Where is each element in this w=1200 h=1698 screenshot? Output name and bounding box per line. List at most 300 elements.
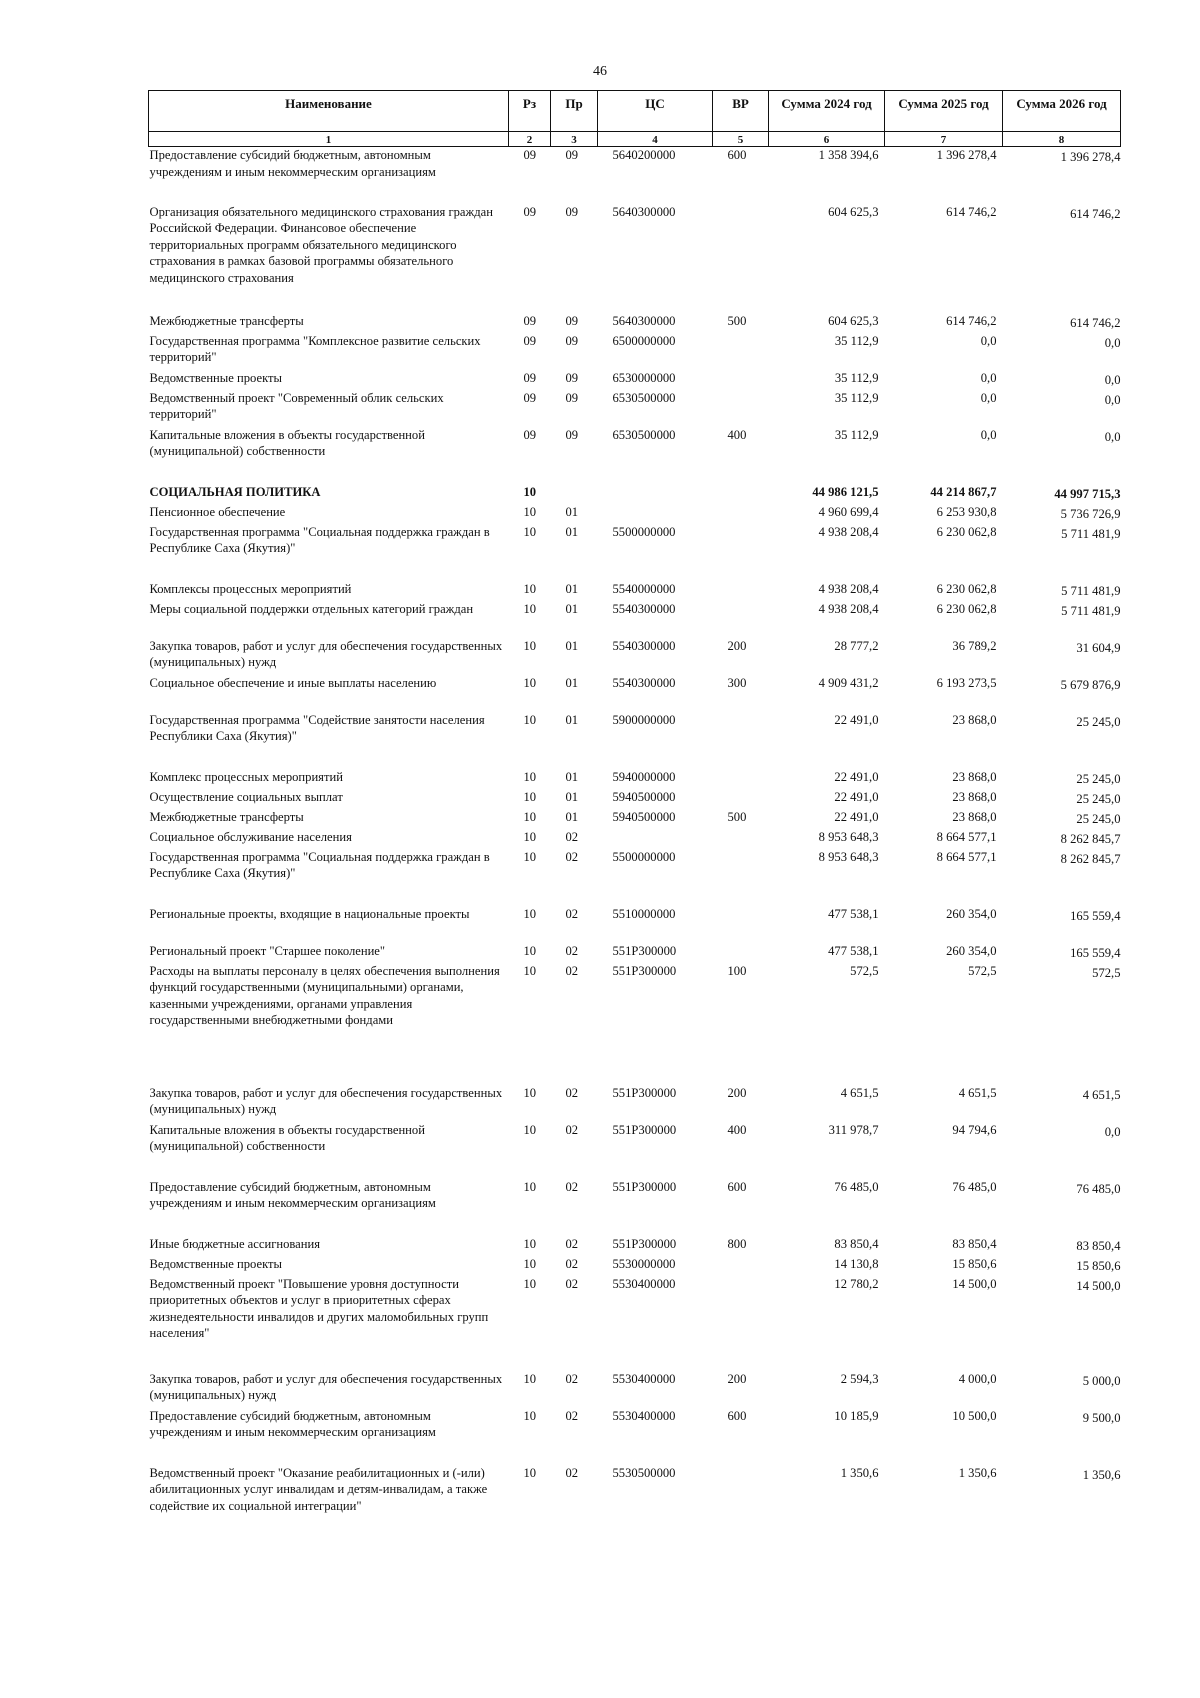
cell-sum-2025: 76 485,0: [952, 1179, 997, 1194]
cell-pr: 09: [565, 370, 579, 385]
cell-sum-2024: 22 491,0: [834, 712, 879, 727]
cell-vr: [713, 769, 769, 789]
cell-sum-2024: 12 780,2: [834, 1276, 879, 1291]
cell-cs: 5540300000: [612, 601, 676, 616]
cell-sum-2026: 5 711 481,9: [1061, 583, 1121, 598]
cell-sum-2024: 604 625,3: [828, 313, 879, 328]
table-row: [149, 963, 1121, 1085]
cell-pr: 02: [565, 849, 579, 864]
cell-sum-2025: 44 214 867,7: [930, 484, 997, 499]
cell-name: Государственная программа "Социальная поддержка граждан в Республике Саха (Якутия)": [149, 849, 490, 881]
cell-cs: 5900000000: [612, 712, 676, 727]
cell-cs: 551P300000: [612, 1236, 677, 1251]
cell-sum-2026: 25 245,0: [1076, 714, 1121, 729]
column-number: 1: [149, 132, 509, 147]
header-rz: Рз: [509, 91, 551, 132]
cell-pr: 01: [565, 581, 579, 596]
cell-cs: 5640200000: [612, 148, 676, 162]
cell-cs: 5510000000: [612, 906, 676, 921]
cell-rz: 09: [523, 370, 537, 385]
cell-rz: 10: [523, 1276, 537, 1291]
cell-vr: 400: [727, 1122, 747, 1137]
table-row: [149, 147, 1121, 204]
cell-pr: 02: [565, 1371, 579, 1386]
cell-pr: [551, 484, 598, 504]
table-row: [149, 1256, 1121, 1276]
cell-pr: 02: [565, 829, 579, 844]
cell-name: Социальное обеспечение и иные выплаты населению: [149, 675, 437, 690]
cell-vr: 600: [727, 1408, 747, 1423]
cell-sum-2024: 311 978,7: [828, 1122, 879, 1137]
cell-vr: [713, 789, 769, 809]
cell-sum-2025: 83 850,4: [952, 1236, 997, 1251]
cell-sum-2026: 0,0: [1104, 1124, 1121, 1139]
cell-name: Закупка товаров, работ и услуг для обеспечения государственных (муниципальных) нужд: [149, 1371, 503, 1403]
table-row: [149, 906, 1121, 943]
cell-sum-2024: 22 491,0: [834, 789, 879, 804]
cell-rz: 10: [523, 829, 537, 844]
cell-name: Ведомственный проект "Современный облик сельских территорий": [149, 390, 444, 422]
cell-sum-2024: 14 130,8: [834, 1256, 879, 1271]
table-row: [149, 829, 1121, 849]
cell-name: Государственная программа "Содействие занятости населения Республики Саха (Якутия)": [149, 712, 485, 744]
cell-sum-2026: 25 245,0: [1076, 811, 1121, 826]
table-row: [149, 1371, 1121, 1408]
cell-sum-2026: 5 000,0: [1082, 1373, 1121, 1388]
cell-name: Государственная программа "Социальная поддержка граждан в Республике Саха (Якутия)": [149, 524, 490, 556]
cell-sum-2024: 4 938 208,4: [818, 581, 879, 596]
cell-vr: 400: [727, 427, 747, 442]
cell-sum-2024: 28 777,2: [834, 638, 879, 653]
cell-rz: 10: [523, 1236, 537, 1251]
cell-sum-2026: 25 245,0: [1076, 771, 1121, 786]
cell-sum-2026: 165 559,4: [1070, 908, 1121, 923]
cell-pr: 02: [565, 1408, 579, 1423]
cell-rz: 10: [523, 789, 537, 804]
cell-cs: 551P300000: [612, 963, 677, 978]
table-row: [149, 1465, 1121, 1539]
table-row: [149, 1122, 1121, 1179]
table-row: [149, 484, 1121, 504]
cell-name: Межбюджетные трансферты: [149, 313, 304, 328]
cell-rz: 10: [523, 1465, 537, 1480]
cell-sum-2026: 572,5: [1092, 965, 1121, 980]
cell-name: Региональные проекты, входящие в национальные проекты: [149, 906, 470, 921]
cell-rz: 10: [523, 675, 537, 690]
cell-sum-2025: 0,0: [980, 427, 997, 442]
cell-vr: [713, 370, 769, 390]
cell-name: Государственная программа "Комплексное развитие сельских территорий": [149, 333, 481, 365]
cell-sum-2024: 35 112,9: [834, 333, 879, 348]
cell-cs: 5940500000: [612, 809, 676, 824]
column-number-row: [149, 132, 1121, 147]
cell-sum-2024: 83 850,4: [834, 1236, 879, 1251]
cell-sum-2024: 76 485,0: [834, 1179, 879, 1194]
cell-vr: [713, 484, 769, 504]
cell-sum-2025: 614 746,2: [946, 313, 997, 328]
cell-vr: [713, 712, 769, 769]
cell-pr: 02: [565, 1122, 579, 1137]
cell-cs: 6500000000: [612, 333, 676, 348]
cell-cs: 551P300000: [612, 1085, 677, 1100]
cell-pr: 02: [565, 1085, 579, 1100]
cell-rz: 10: [523, 849, 537, 864]
cell-sum-2025: 10 500,0: [952, 1408, 997, 1423]
cell-sum-2025: 6 193 273,5: [936, 675, 997, 690]
cell-sum-2025: 260 354,0: [946, 906, 997, 921]
cell-sum-2026: 0,0: [1104, 335, 1121, 350]
cell-name: Закупка товаров, работ и услуг для обеспечения государственных (муниципальных) нужд: [149, 638, 503, 670]
cell-sum-2026: 5 711 481,9: [1061, 603, 1121, 618]
cell-sum-2025: 8 664 577,1: [936, 829, 997, 844]
cell-vr: [713, 333, 769, 370]
cell-sum-2025: 1 396 278,4: [936, 148, 997, 162]
cell-sum-2026: 1 350,6: [1082, 1467, 1121, 1482]
cell-cs: 6530000000: [612, 370, 676, 385]
cell-vr: 600: [727, 1179, 747, 1194]
cell-pr: 02: [565, 906, 579, 921]
cell-sum-2026: 614 746,2: [1070, 206, 1121, 221]
cell-vr: [713, 581, 769, 601]
cell-rz: 09: [523, 148, 537, 162]
cell-sum-2025: 6 253 930,8: [936, 504, 997, 519]
table-row: [149, 1276, 1121, 1371]
column-number: 2: [509, 132, 551, 147]
table-body: [149, 147, 1121, 1539]
cell-cs: 551P300000: [612, 943, 677, 958]
cell-pr: 09: [565, 148, 579, 162]
cell-sum-2026: 0,0: [1104, 392, 1121, 407]
cell-cs: [598, 484, 713, 504]
cell-sum-2025: 15 850,6: [952, 1256, 997, 1271]
cell-name: Пенсионное обеспечение: [149, 504, 286, 519]
cell-pr: 01: [565, 769, 579, 784]
cell-pr: 02: [565, 1236, 579, 1251]
cell-name: СОЦИАЛЬНАЯ ПОЛИТИКА: [149, 484, 321, 499]
cell-sum-2025: 23 868,0: [952, 769, 997, 784]
cell-sum-2026: 8 262 845,7: [1060, 851, 1121, 866]
cell-name: Иные бюджетные ассигнования: [149, 1236, 321, 1251]
cell-sum-2024: 22 491,0: [834, 769, 879, 784]
table-row: [149, 789, 1121, 809]
column-number: 4: [598, 132, 713, 147]
cell-cs: 5640300000: [612, 313, 676, 328]
cell-pr: 01: [565, 809, 579, 824]
cell-sum-2024: 4 960 699,4: [818, 504, 879, 519]
cell-pr: 09: [565, 204, 579, 219]
cell-cs: 6530500000: [612, 427, 676, 442]
table-row: [149, 524, 1121, 581]
table-header-row: [149, 91, 1121, 132]
cell-sum-2024: 44 986 121,5: [812, 484, 879, 499]
cell-sum-2026: 83 850,4: [1076, 1238, 1121, 1253]
cell-sum-2025: 1 350,6: [958, 1465, 997, 1480]
cell-cs: 6530500000: [612, 390, 676, 405]
header-name: Наименование: [149, 91, 509, 132]
cell-pr: 02: [565, 963, 579, 978]
cell-sum-2025: 0,0: [980, 390, 997, 405]
header-sum-2026: Сумма 2026 год: [1003, 91, 1121, 132]
cell-sum-2024: 572,5: [850, 963, 879, 978]
cell-pr: 01: [565, 524, 579, 539]
cell-sum-2024: 22 491,0: [834, 809, 879, 824]
cell-sum-2024: 2 594,3: [840, 1371, 879, 1386]
cell-name: Ведомственный проект "Оказание реабилитационных и (-или) абилитационных услуг инвалидам и детям-инвалидам, а также содействие их социальной интеграции": [149, 1465, 488, 1513]
cell-vr: 200: [727, 1371, 747, 1386]
table-row: [149, 313, 1121, 333]
cell-vr: [713, 943, 769, 963]
cell-pr: 02: [565, 1276, 579, 1291]
cell-pr: 09: [565, 313, 579, 328]
cell-vr: [713, 1276, 769, 1371]
cell-rz: 09: [523, 204, 537, 219]
cell-sum-2024: 8 953 648,3: [818, 829, 879, 844]
cell-sum-2026: 8 262 845,7: [1060, 831, 1121, 846]
column-number: 3: [551, 132, 598, 147]
cell-cs: 5500000000: [612, 849, 676, 864]
cell-sum-2024: 10 185,9: [834, 1408, 879, 1423]
cell-cs: 551P300000: [612, 1122, 677, 1137]
cell-vr: [713, 504, 769, 524]
cell-pr: 09: [565, 390, 579, 405]
cell-vr: 200: [727, 1085, 747, 1100]
cell-name: Межбюджетные трансферты: [149, 809, 304, 824]
cell-name: Предоставление субсидий бюджетным, автономным учреждениям и иным некоммерческим организациям: [149, 148, 436, 179]
cell-rz: 10: [523, 581, 537, 596]
cell-sum-2025: 23 868,0: [952, 789, 997, 804]
cell-sum-2024: 35 112,9: [834, 427, 879, 442]
cell-vr: [713, 906, 769, 943]
cell-cs: 5530400000: [612, 1276, 676, 1291]
cell-sum-2024: 1 358 394,6: [818, 148, 879, 162]
cell-cs: [598, 504, 713, 524]
cell-rz: 10: [523, 601, 537, 616]
table-row: [149, 1236, 1121, 1256]
header-vr: ВР: [713, 91, 769, 132]
cell-sum-2026: 15 850,6: [1076, 1258, 1121, 1273]
column-number: 8: [1003, 132, 1121, 147]
table-row: [149, 1085, 1121, 1122]
cell-name: Капитальные вложения в объекты государственной (муниципальной) собственности: [149, 427, 425, 459]
cell-vr: [713, 204, 769, 313]
cell-cs: 5530500000: [612, 1465, 676, 1480]
cell-pr: 02: [565, 1179, 579, 1194]
table-row: [149, 769, 1121, 789]
cell-vr: [713, 1465, 769, 1539]
cell-rz: 09: [523, 390, 537, 405]
cell-sum-2025: 572,5: [968, 963, 997, 978]
cell-name: Осуществление социальных выплат: [149, 789, 343, 804]
cell-sum-2026: 44 997 715,3: [1054, 486, 1121, 501]
column-number: 7: [885, 132, 1003, 147]
cell-pr: 09: [565, 427, 579, 442]
table-row: [149, 390, 1121, 427]
cell-rz: 10: [523, 524, 537, 539]
cell-pr: 09: [565, 333, 579, 348]
cell-cs: 5640300000: [612, 204, 676, 219]
cell-rz: 10: [523, 712, 537, 727]
cell-rz: 10: [523, 504, 537, 519]
cell-sum-2025: 8 664 577,1: [936, 849, 997, 864]
cell-sum-2026: 14 500,0: [1076, 1278, 1121, 1293]
cell-sum-2026: 31 604,9: [1076, 640, 1121, 655]
header-pr: Пр: [551, 91, 598, 132]
cell-rz: 10: [523, 1256, 537, 1271]
column-number: 5: [713, 132, 769, 147]
cell-cs: 5540000000: [612, 581, 676, 596]
cell-pr: 01: [565, 675, 579, 690]
cell-sum-2025: 36 789,2: [952, 638, 997, 653]
cell-name: Региональный проект "Старшее поколение": [149, 943, 386, 958]
cell-vr: [713, 390, 769, 427]
cell-sum-2026: 25 245,0: [1076, 791, 1121, 806]
cell-pr: 02: [565, 1465, 579, 1480]
cell-sum-2024: 604 625,3: [828, 204, 879, 219]
cell-sum-2025: 94 794,6: [952, 1122, 997, 1137]
cell-sum-2024: 8 953 648,3: [818, 849, 879, 864]
cell-sum-2026: 76 485,0: [1076, 1181, 1121, 1196]
cell-rz: 09: [523, 313, 537, 328]
cell-cs: 5530000000: [612, 1256, 676, 1271]
cell-rz: 10: [523, 769, 537, 784]
column-number: 6: [769, 132, 885, 147]
cell-name: Комплексы процессных мероприятий: [149, 581, 352, 596]
cell-rz: 09: [523, 333, 537, 348]
cell-rz: 10: [523, 809, 537, 824]
cell-vr: [713, 849, 769, 906]
cell-rz: 10: [523, 1371, 537, 1386]
cell-pr: 02: [565, 943, 579, 958]
cell-rz: 10: [523, 1179, 537, 1194]
cell-name: Предоставление субсидий бюджетным, автономным учреждениям и иным некоммерческим организациям: [149, 1179, 436, 1211]
cell-cs: 5540300000: [612, 638, 676, 653]
cell-rz: 10: [523, 906, 537, 921]
cell-cs: 5500000000: [612, 524, 676, 539]
cell-sum-2024: 477 538,1: [828, 906, 879, 921]
table-row: [149, 427, 1121, 484]
cell-name: Расходы на выплаты персоналу в целях обеспечения выполнения функций государственными (муниципальными) органами, казенными учреждениями, органами управления государственными внебюджетными фондами: [149, 963, 500, 1028]
cell-sum-2025: 0,0: [980, 333, 997, 348]
cell-sum-2024: 1 350,6: [840, 1465, 879, 1480]
cell-sum-2024: 4 938 208,4: [818, 601, 879, 616]
table-row: [149, 712, 1121, 769]
cell-sum-2025: 23 868,0: [952, 712, 997, 727]
cell-cs: 5540300000: [612, 675, 676, 690]
cell-rz: 10: [523, 1085, 537, 1100]
table-row: [149, 638, 1121, 675]
cell-sum-2025: 23 868,0: [952, 809, 997, 824]
table-row: [149, 204, 1121, 313]
cell-cs: 5940000000: [612, 769, 676, 784]
cell-cs: 5530400000: [612, 1371, 676, 1386]
cell-sum-2024: 35 112,9: [834, 370, 879, 385]
cell-sum-2025: 4 651,5: [958, 1085, 997, 1100]
cell-vr: 500: [727, 809, 747, 824]
cell-vr: [713, 601, 769, 638]
cell-name: Меры социальной поддержки отдельных категорий граждан: [149, 601, 474, 616]
cell-sum-2025: 14 500,0: [952, 1276, 997, 1291]
cell-rz: 10: [523, 484, 537, 499]
cell-name: Ведомственный проект "Повышение уровня доступности приоритетных объектов и услуг в приоритетных сферах жизнедеятельности инвалидов и других маломобильных групп населения": [149, 1276, 489, 1341]
cell-sum-2024: 477 538,1: [828, 943, 879, 958]
table-row: [149, 809, 1121, 829]
cell-sum-2026: 9 500,0: [1082, 1410, 1121, 1425]
cell-name: Закупка товаров, работ и услуг для обеспечения государственных (муниципальных) нужд: [149, 1085, 503, 1117]
cell-name: Организация обязательного медицинского страхования граждан Российской Федерации. Финансовое обеспечение территориальных программ обязательного медицинского страхования в рамках базовой программы обязательного медицинского страхования: [149, 204, 493, 285]
cell-sum-2026: 4 651,5: [1082, 1087, 1121, 1102]
table-row: [149, 601, 1121, 638]
cell-vr: 500: [727, 313, 747, 328]
cell-sum-2024: 4 651,5: [840, 1085, 879, 1100]
cell-pr: 01: [565, 504, 579, 519]
cell-cs: 5940500000: [612, 789, 676, 804]
cell-sum-2026: 1 396 278,4: [1060, 150, 1121, 164]
cell-name: Ведомственные проекты: [149, 1256, 282, 1271]
page-number: 46: [593, 64, 607, 79]
cell-rz: 10: [523, 943, 537, 958]
cell-sum-2026: 0,0: [1104, 372, 1121, 387]
cell-name: Социальное обслуживание населения: [149, 829, 352, 844]
cell-sum-2025: 6 230 062,8: [936, 524, 997, 539]
cell-sum-2025: 6 230 062,8: [936, 601, 997, 616]
cell-sum-2025: 260 354,0: [946, 943, 997, 958]
cell-pr: 01: [565, 601, 579, 616]
cell-rz: 10: [523, 638, 537, 653]
table-row: [149, 1179, 1121, 1236]
cell-rz: 10: [523, 1122, 537, 1137]
cell-vr: 800: [727, 1236, 747, 1251]
cell-rz: 09: [523, 427, 537, 442]
cell-name: Предоставление субсидий бюджетным, автономным учреждениям и иным некоммерческим организациям: [149, 1408, 436, 1440]
table-row: [149, 1408, 1121, 1465]
cell-sum-2024: 35 112,9: [834, 390, 879, 405]
table-row: [149, 333, 1121, 370]
cell-name: Ведомственные проекты: [149, 370, 282, 385]
budget-table: [148, 90, 1121, 1539]
cell-cs: 551P300000: [612, 1179, 677, 1194]
header-sum-2025: Сумма 2025 год: [885, 91, 1003, 132]
cell-pr: 01: [565, 638, 579, 653]
cell-sum-2024: 4 938 208,4: [818, 524, 879, 539]
cell-sum-2026: 0,0: [1104, 429, 1121, 444]
cell-sum-2026: 5 711 481,9: [1061, 526, 1121, 541]
cell-rz: 10: [523, 963, 537, 978]
cell-sum-2024: 4 909 431,2: [818, 675, 879, 690]
cell-cs: [598, 829, 713, 849]
cell-sum-2025: 0,0: [980, 370, 997, 385]
cell-sum-2026: 614 746,2: [1070, 315, 1121, 330]
cell-cs: 5530400000: [612, 1408, 676, 1423]
table-row: [149, 370, 1121, 390]
cell-vr: 300: [727, 675, 747, 690]
cell-vr: 100: [727, 963, 747, 978]
cell-sum-2025: 614 746,2: [946, 204, 997, 219]
cell-sum-2026: 5 736 726,9: [1060, 506, 1121, 521]
cell-pr: 01: [565, 789, 579, 804]
table-row: [149, 943, 1121, 963]
cell-name: Капитальные вложения в объекты государственной (муниципальной) собственности: [149, 1122, 425, 1154]
cell-sum-2026: 165 559,4: [1070, 945, 1121, 960]
cell-vr: [713, 1256, 769, 1276]
table-row: [149, 675, 1121, 712]
header-sum-2024: Сумма 2024 год: [769, 91, 885, 132]
header-cs: ЦС: [598, 91, 713, 132]
cell-vr: 600: [727, 148, 747, 162]
table-row: [149, 504, 1121, 524]
table-row: [149, 581, 1121, 601]
cell-sum-2025: 4 000,0: [958, 1371, 997, 1386]
cell-sum-2026: 5 679 876,9: [1060, 677, 1121, 692]
